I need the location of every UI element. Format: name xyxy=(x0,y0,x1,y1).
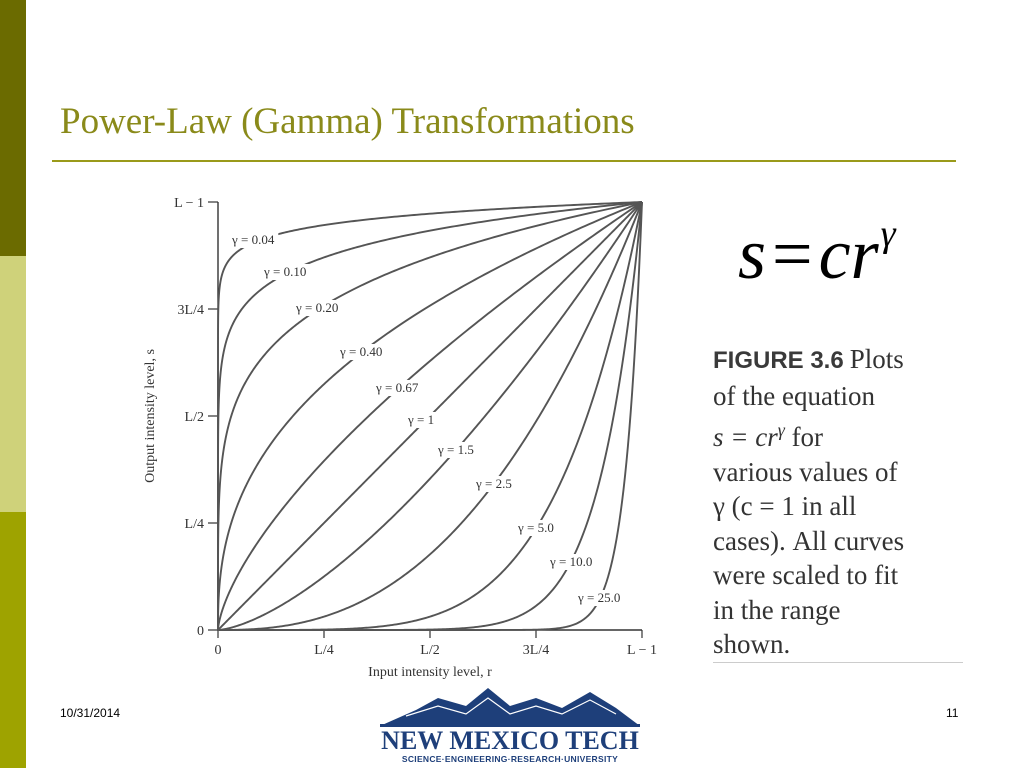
x-tick-label: L − 1 xyxy=(627,643,657,658)
gamma-label: γ = 5.0 xyxy=(518,520,554,535)
figure-label: FIGURE 3.6 xyxy=(713,347,844,374)
gamma-label: γ = 2.5 xyxy=(476,476,512,491)
footer-date: 10/31/2014 xyxy=(60,706,121,720)
y-tick-label: L/2 xyxy=(184,410,204,425)
new-mexico-tech-logo xyxy=(376,684,644,768)
caption-line: various values of xyxy=(713,456,898,487)
mountain-logo-icon xyxy=(376,684,644,728)
title-divider xyxy=(52,160,956,162)
gamma-label: γ = 0.67 xyxy=(376,380,419,395)
x-tick-label: 0 xyxy=(214,643,222,658)
y-axis-title: Output intensity level, s xyxy=(143,349,158,483)
gamma-formula xyxy=(738,212,896,296)
y-tick-label: L − 1 xyxy=(174,196,204,211)
y-tick-label: L/4 xyxy=(184,517,204,532)
side-bar-light xyxy=(0,256,26,512)
caption-line: for xyxy=(784,422,824,452)
page-number: 11 xyxy=(946,706,959,720)
caption-divider xyxy=(713,662,963,663)
caption-line: shown. xyxy=(713,629,791,659)
x-tick-label: L/2 xyxy=(420,643,440,658)
y-tick-label: 3L/4 xyxy=(177,303,204,318)
side-bar-dark xyxy=(0,0,26,256)
caption-line: cases). All curves xyxy=(713,525,905,556)
formula-exponent: γ xyxy=(880,213,896,255)
gamma-plot xyxy=(130,186,680,681)
gamma-label: γ = 10.0 xyxy=(550,554,593,569)
logo-wordmark: NEW MEXICO TECH xyxy=(381,726,639,755)
caption-line: in the range xyxy=(713,594,841,625)
x-tick-label: 3L/4 xyxy=(522,643,550,658)
caption-line: were scaled to fit xyxy=(713,560,899,590)
y-tick-label: 0 xyxy=(197,624,204,639)
caption-equation: s = cr xyxy=(713,422,778,452)
gamma-label: γ = 0.20 xyxy=(296,300,339,315)
label-group xyxy=(228,232,624,606)
formula-equals: = xyxy=(772,214,813,294)
side-bar-mid xyxy=(0,512,26,768)
formula-cr: cr xyxy=(818,214,879,294)
gamma-label: γ = 0.04 xyxy=(232,232,275,247)
slide-title: Power-Law (Gamma) Transformations xyxy=(60,101,635,142)
gamma-label: γ = 1 xyxy=(408,412,435,427)
caption-line: of the equation xyxy=(713,380,875,411)
gamma-label: γ = 25.0 xyxy=(578,590,621,605)
gamma-label: γ = 0.10 xyxy=(264,264,307,279)
x-tick-label: L/4 xyxy=(314,643,334,658)
logo-tagline: SCIENCE·ENGINEERING·RESEARCH·UNIVERSITY xyxy=(401,754,619,764)
caption-line: Plots xyxy=(849,344,904,374)
caption-line: γ (c = 1 in all xyxy=(713,491,857,521)
figure-caption xyxy=(713,342,963,662)
side-accent-bar xyxy=(0,0,26,768)
x-axis-title: Input intensity level, r xyxy=(368,665,492,680)
gamma-label: γ = 1.5 xyxy=(438,442,474,457)
gamma-label: γ = 0.40 xyxy=(340,344,383,359)
formula-s: s xyxy=(738,214,767,294)
caption-exponent: γ xyxy=(777,420,785,440)
